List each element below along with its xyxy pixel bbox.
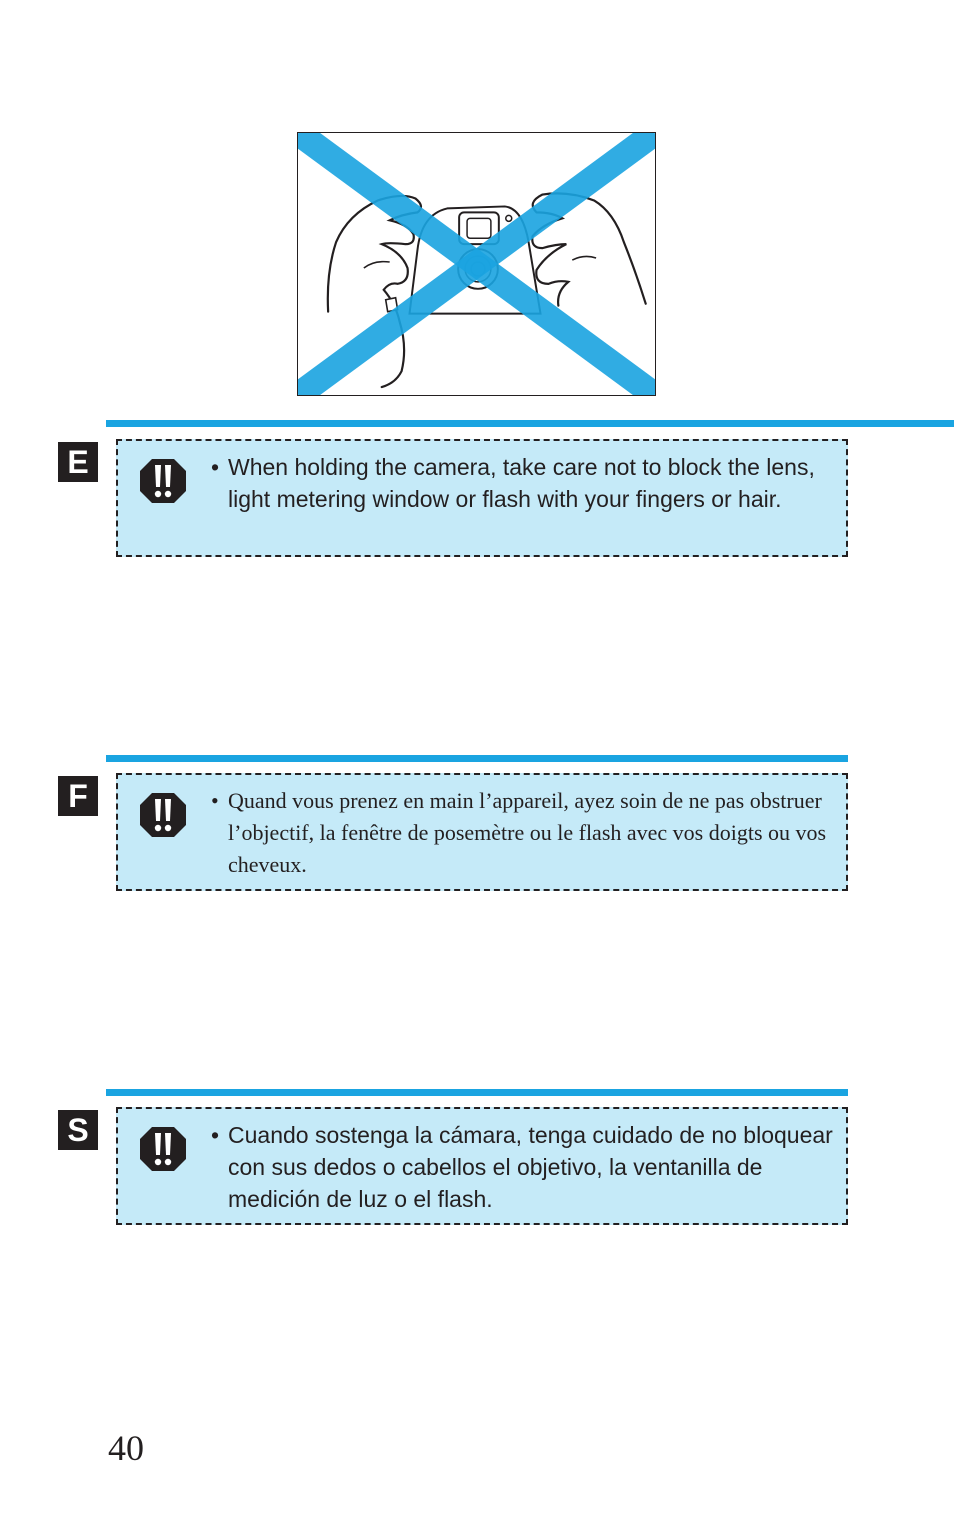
caution-note-french: [116, 773, 848, 891]
section-rule-spanish: [106, 1089, 848, 1096]
language-tag-french: F: [58, 776, 98, 816]
caution-text: Cuando sostenga la cámara, tenga cuidado de no bloquear con sus dedos o cabellos el objetivo, la ventanilla de medición de luz o el flash.: [228, 1122, 833, 1212]
caution-note-spanish: [116, 1107, 848, 1225]
caution-exclamation-icon: [138, 1125, 188, 1173]
camera-grip-drawing: [298, 133, 655, 395]
section-rule-english: [106, 420, 954, 427]
caution-text: When holding the camera, take care not to block the lens, light metering window or flash with your fingers or hair.: [228, 454, 815, 512]
section-rule-french: [106, 755, 848, 762]
page-number: 40: [108, 1428, 144, 1468]
bullet-dot: •: [211, 454, 220, 480]
bullet-item: [211, 451, 841, 515]
bullet-item: [211, 785, 841, 881]
caution-exclamation-icon: [138, 791, 188, 839]
language-tag-spanish: S: [58, 1110, 98, 1150]
bullet-dot: •: [211, 1122, 220, 1148]
language-tag-english: E: [58, 442, 98, 482]
caution-exclamation-icon: [138, 457, 188, 505]
bullet-dot: •: [211, 788, 219, 813]
camera-grip-illustration: [297, 132, 656, 396]
caution-note-english: [116, 439, 848, 557]
bullet-item: [211, 1119, 841, 1215]
caution-text: Quand vous prenez en main l’appareil, ayez soin de ne pas obstruer l’objectif, la fenêtre de posemètre ou le flash avec vos doigts ou vos cheveux.: [228, 788, 827, 877]
